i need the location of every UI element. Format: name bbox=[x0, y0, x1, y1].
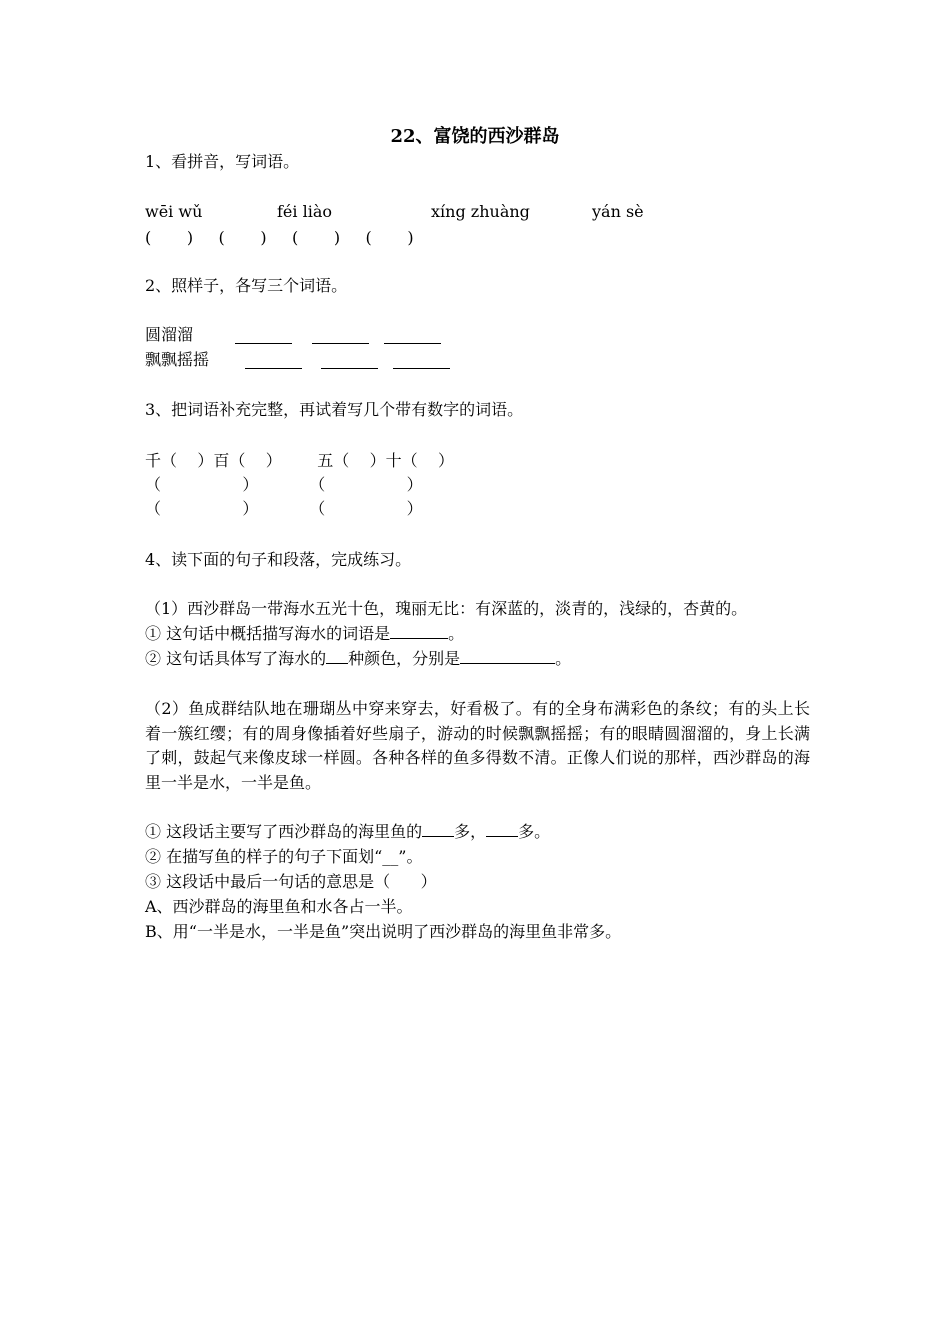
q3-heading: 3、把词语补充完整，再试着写几个带有数字的词语。 bbox=[145, 400, 524, 419]
q3-row-2: （ ） （ ） bbox=[145, 475, 423, 494]
q4-s1-q2-blank-colors[interactable] bbox=[460, 647, 555, 664]
q1-heading: 1、看拼音，写词语。 bbox=[145, 152, 300, 171]
q3-row-3: （ ） （ ） bbox=[145, 499, 423, 518]
q4-s1-q2-text: ② 这句话具体写了海水的 bbox=[145, 649, 327, 668]
q2-blank-2c[interactable] bbox=[393, 368, 450, 369]
q2-blank-1b[interactable] bbox=[312, 343, 369, 344]
option-b: B、用“一半是水，一半是鱼”突出说明了西沙群岛的海里鱼非常多。 bbox=[145, 922, 622, 941]
q4-passage-2: （2）鱼成群结队地在珊瑚丛中穿来穿去，好看极了。有的全身布满彩色的条纹；有的头上长着一簇红缨；有的周身像插着好些扇子，游动的时候飘飘摇摇；有的眼睛圆溜溜的，身上长满了刺，鼓起气来像皮球一样圆。各种各样的鱼多得数不清。正像人们说的那样，西沙群岛的海里一半是水，一半是鱼。 bbox=[145, 699, 810, 792]
q4-sentence-1: （1）西沙群岛一带海水五光十色，瑰丽无比：有深蓝的，淡青的，浅绿的，杏黄的。 bbox=[145, 599, 748, 618]
q4-s2-q1-blank-a[interactable] bbox=[422, 820, 454, 837]
q2-heading: 2、照样子，各写三个词语。 bbox=[145, 276, 348, 295]
q3-row-1: 千（ ）百（ ） 五（ ）十（ ） bbox=[145, 451, 454, 470]
q2-blank-1c[interactable] bbox=[384, 343, 441, 344]
pinyin-3: xíng zhuàng bbox=[431, 202, 530, 221]
q4-s1-q1-text: ① 这句话中概括描写海水的词语是 bbox=[145, 624, 391, 643]
q2-blank-2a[interactable] bbox=[245, 368, 302, 369]
q2-blank-1a[interactable] bbox=[235, 343, 292, 344]
page-title: 22、富饶的西沙群岛 bbox=[390, 126, 560, 147]
q1-answer-brackets: ( ) ( ) ( ) ( ) bbox=[145, 228, 414, 247]
q4-s1-q2-blank-count[interactable] bbox=[326, 647, 348, 664]
pinyin-1: wēi wǔ bbox=[145, 202, 203, 221]
q2-example-2: 飘飘摇摇 bbox=[145, 350, 210, 369]
q2-blank-2b[interactable] bbox=[321, 368, 378, 369]
q4-s2-question-3: ③ 这段话中最后一句话的意思是（ ） bbox=[145, 872, 437, 891]
q4-heading: 4、读下面的句子和段落，完成练习。 bbox=[145, 550, 412, 569]
q4-s2-q1-text: ① 这段话主要写了西沙群岛的海里鱼的 bbox=[145, 822, 423, 841]
q4-s2-q1-blank-b[interactable] bbox=[486, 820, 518, 837]
pinyin-2: féi liào bbox=[277, 202, 332, 221]
q4-s1-question-1: ① 这句话中概括描写海水的词语是 。 bbox=[145, 624, 465, 643]
q4-s1-q1-blank[interactable] bbox=[390, 622, 448, 639]
pinyin-4: yán sè bbox=[592, 202, 644, 221]
q4-s1-question-2: ② 这句话具体写了海水的 种颜色，分别是 。 bbox=[145, 649, 572, 668]
option-a: A、西沙群岛的海里鱼和水各占一半。 bbox=[145, 897, 413, 916]
q2-example-1: 圆溜溜 bbox=[145, 325, 194, 344]
q4-s2-question-2: ② 在描写鱼的样子的句子下面划“__”。 bbox=[145, 847, 423, 866]
q4-s2-question-1: ① 这段话主要写了西沙群岛的海里鱼的 多， 多。 bbox=[145, 822, 551, 841]
